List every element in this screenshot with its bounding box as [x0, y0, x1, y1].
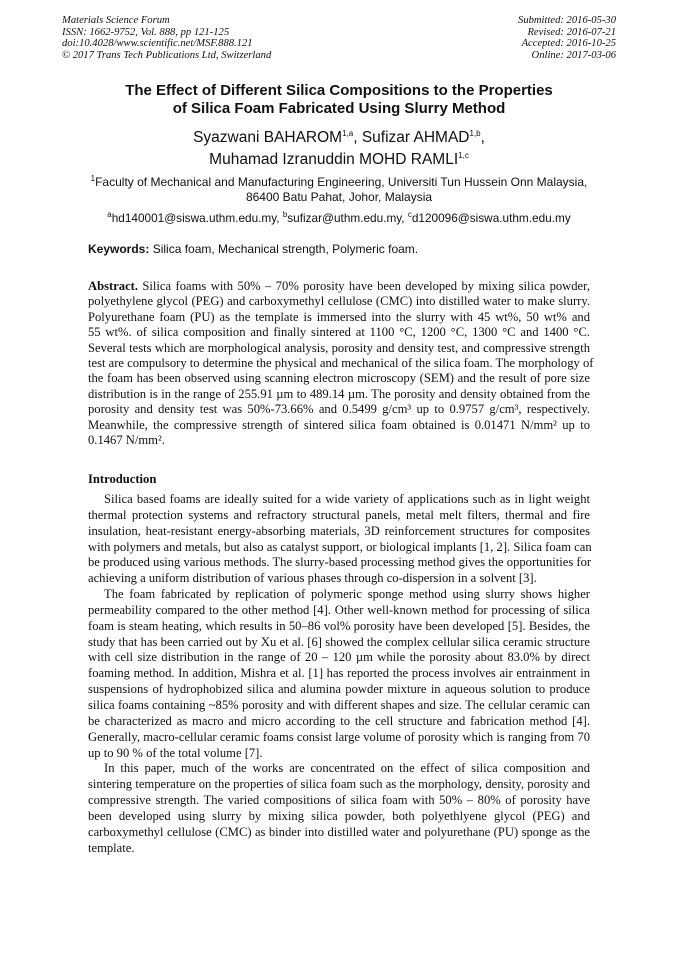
author-sup: 1,b [469, 129, 481, 138]
abstract-text: Silica foams with 50% – 70% porosity have been developed by mixing silica powder, [138, 279, 590, 293]
email[interactable]: hd140001@siswa.uthm.edu.my, [111, 210, 283, 225]
text-line: suspensions of hydrophobized silica and alumina powder mixture in aqueous solution to produce [88, 682, 590, 697]
affiliation [40, 171, 638, 205]
revised-date: Revised: 2016-07-21 [527, 26, 616, 38]
keywords-text: Silica foam, Mechanical strength, Polymeric foam. [149, 242, 419, 256]
paper-title [40, 82, 638, 118]
text-line: permeability compared to the other method [4]. Other well-known method for processing of silica [88, 602, 590, 617]
text-line: Silica based foams are ideally suited for a wide variety of applications such as in light weight [104, 492, 590, 506]
text-line: template. [88, 840, 135, 855]
text-line: distribution is in the range of 255.91 µm to 489.14 µm. The porosity and density obtained from the [88, 386, 590, 401]
text-line: sintering temperature on the properties of silica foam such as the morphology, density, porosity and [88, 777, 590, 792]
text-line: thermal protection systems and refractory structural panels, metal melt filters, thermal and fire [88, 507, 590, 522]
text-line: study that has been carried out by Xu et al. [6] showed the complex cellular silica ceramic structure [88, 634, 590, 649]
text-line: achieving a uniform distribution of various phases through co-dispersion in a solvent [3]. [88, 571, 537, 586]
dates-info [518, 15, 616, 61]
author-name: Sufizar AHMAD [361, 129, 470, 147]
email[interactable]: d120096@siswa.uthm.edu.my [411, 210, 571, 225]
section-heading-introduction: Introduction [88, 472, 157, 486]
doi: doi:10.4028/www.scientific.net/MSF.888.121 [62, 38, 253, 50]
affil-sup: 1 [90, 174, 96, 183]
journal-name: Materials Science Forum [62, 15, 170, 26]
affil-line: 86400 Batu Pahat, Johor, Malaysia [245, 190, 433, 204]
text-line: with cell size distribution in the range of 20 – 120 µm while the porosity about 83.0% by direct [88, 650, 590, 665]
submitted-date: Submitted: 2016-05-30 [518, 15, 616, 26]
separator: , [353, 129, 362, 147]
email-sup: b [282, 210, 288, 219]
email[interactable]: sufizar@uthm.edu.my, [287, 210, 408, 225]
author-sup: 1,c [458, 151, 469, 161]
text-line: insulation, heat-resistant energy-absorbing materials, 3D reinforcement structures for composites [88, 523, 590, 538]
affil-line: Faculty of Mechanical and Manufacturing Engineering, Universiti Tun Hussein Onn Malaysia, [95, 175, 588, 189]
text-line: compressive strength. The varied compositions of silica foam with 50% – 80% of porosity have [88, 793, 590, 808]
text-line: foaming method. In addition, Mishra et al. [1] has reported the process involves air entrainment in [88, 666, 590, 681]
accepted-date: Accepted: 2016-10-25 [521, 38, 616, 50]
text-line: In this paper, much of the works are concentrated on the effect of silica composition and [104, 761, 590, 776]
text-line: be produced using various methods. The slurry-based processing method gives the opportunities for [88, 555, 592, 570]
text-line: foam is steam heating, which results in 50–86 vol% porosity have been developed [5]. Besides, the [88, 618, 590, 633]
text-line: polyethylene glycol (PEG) and carboxymethyl cellulose (CMC) into distilled water to make slurry. [88, 294, 590, 309]
abstract-label: Abstract. [88, 279, 139, 293]
keywords [88, 242, 418, 256]
author-sup: 1,a [342, 129, 354, 138]
title-line: The Effect of Different Silica Compositions to the Properties [125, 82, 553, 99]
text-line: silica foams containing ~85% porosity and with different shapes and size. The cellular ceramic can [88, 697, 590, 712]
journal-info [62, 15, 271, 61]
author-name: Syazwani BAHAROM [193, 129, 343, 147]
text-line: with polymers and metals, but also as catalyst support, or biological implants [1, 2]. Silica foam can [88, 539, 592, 554]
separator: , [480, 129, 485, 147]
email-sup: a [107, 210, 112, 219]
text-line: The foam fabricated by replication of polymeric sponge method using slurry shows higher [104, 587, 590, 602]
text-line: Polyurethane foam (PU) as the template is immersed into the slurry with 45 wt%, 50 wt% and [88, 309, 590, 324]
text-line: be characterized as macro and micro according to the cell structure and fabrication method [4]. [88, 713, 590, 728]
online-date: Online: 2017-03-06 [531, 49, 616, 61]
title-line: of Silica Foam Fabricated Using Slurry Method [172, 100, 506, 117]
authors [40, 125, 638, 169]
text-line: been developed using slurry by mixing silica powder, both polyethlyene glycol (PEG) and [88, 808, 590, 823]
text-line: Several tests which are morphological analysis, porosity and density test, and compressive strength [88, 340, 590, 355]
copyright: © 2017 Trans Tech Publications Ltd, Switzerland [62, 49, 272, 61]
text-line: Generally, macro-cellular ceramic foams consist large volume of porosity which is ranging from 70 [88, 729, 590, 744]
text-line: the foam has been observed using scanning electron microscopy (SEM) and the result of pore size [88, 371, 590, 386]
emails [40, 207, 638, 226]
email-sup: c [407, 210, 412, 219]
text-line: 0.1467 N/mm². [88, 432, 165, 447]
text-line [88, 279, 590, 294]
text-line: carboxymethyl cellulose (CMC) as binder into distilled water and polyurethane (PU) sponge as the [88, 824, 590, 839]
author-name: Muhamad Izranuddin MOHD RAMLI [209, 151, 459, 169]
text-line: Meanwhile, the compressive strength of sintered silica foam obtained is 0.01471 N/mm² up to [88, 417, 590, 432]
text-line: 55 wt%. of silica composition and finally sintered at 1100 °C, 1200 °C, 1300 °C and 1400 °C. [88, 325, 590, 340]
issn-volume: ISSN: 1662-9752, Vol. 888, pp 121-125 [62, 26, 230, 38]
text-line: up to 90 % of the total volume [7]. [88, 745, 263, 760]
text-line: test are compulsory to determine the physical and mechanical of the silica foam. The morphology of [88, 355, 594, 370]
keywords-label: Keywords: [88, 242, 150, 256]
introduction-body [88, 492, 590, 856]
abstract [88, 279, 594, 448]
text-line: porosity and density test was 50%-73.66% and 0.5499 g/cm³ up to 0.9757 g/cm³, respectively. [88, 402, 590, 417]
